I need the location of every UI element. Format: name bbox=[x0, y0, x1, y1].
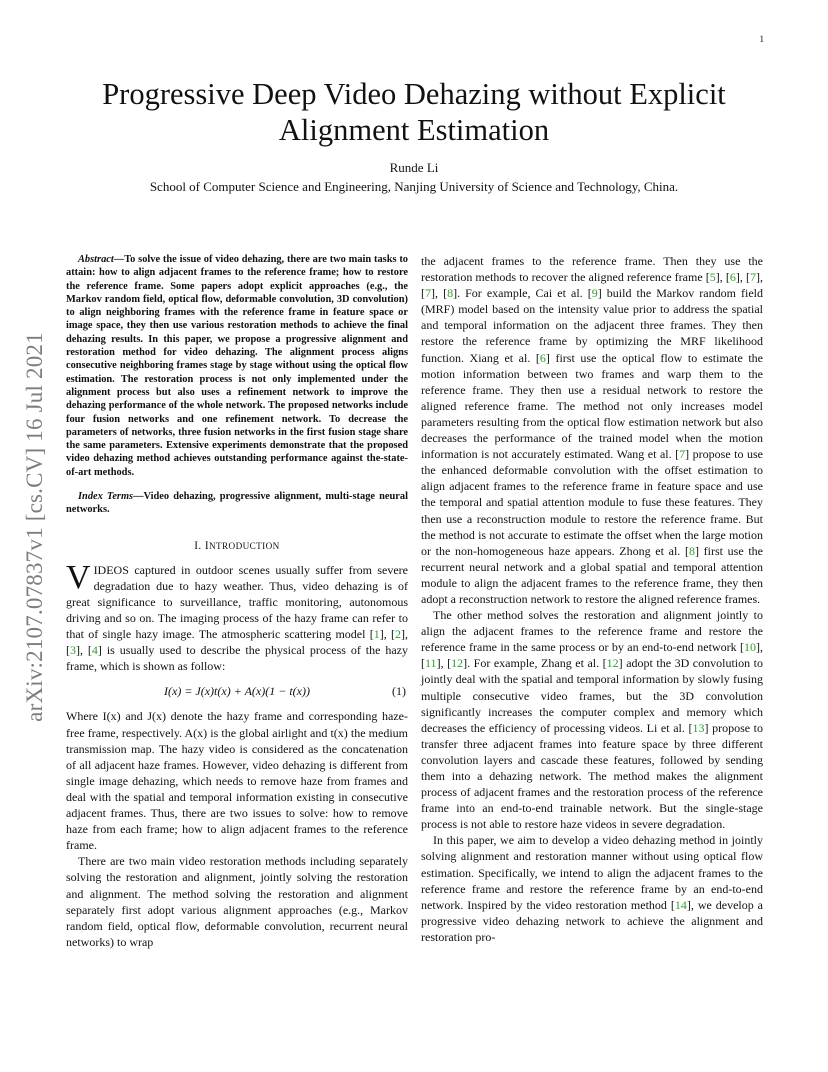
citation-link[interactable]: 7 bbox=[750, 270, 757, 285]
abstract-lead: Abstract bbox=[78, 254, 114, 265]
citation-link[interactable]: 6 bbox=[729, 270, 736, 285]
citation-link[interactable]: 7 bbox=[679, 447, 686, 462]
citation-link[interactable]: 9 bbox=[591, 286, 598, 301]
equation-body: I(x) = J(x)t(x) + A(x)(1 − t(x)) bbox=[164, 684, 310, 699]
drop-cap: V bbox=[66, 558, 91, 596]
section-heading-introduction bbox=[66, 538, 408, 554]
title-line-1: Progressive Deep Video Dehazing without Explicit bbox=[102, 77, 726, 111]
abstract-text: —To solve the issue of video dehazing, there are two main tasks to attain: how to align adjacent frames to the reference frame; how to restore the reference frame. Some papers adopt explicit approaches (e.g., the Markov random field, optical flow, deformable convolution, 3D convolution) to align neighboring frames with the reference frame in feature space or image space, they then use various restoration methods to achieve the final dehazing results. In this paper, we propose a progressive alignment and restoration method for video dehazing. The alignment process aligns consecutive neighboring frames stage by stage without using the optical flow estimation. The restoration process is not only implemented under the alignment process but also uses a refinement network to improve the dehazing performance of the whole network. The proposed networks include four fusion networks and one refinement network. To decrease the parameters of networks, three fusion networks in the first fusion stage share the same parameters. Extensive experiments demonstrate that the proposed video dehazing method achieves outstanding performance against the-state-of-art methods. bbox=[66, 254, 408, 478]
citation-link[interactable]: 13 bbox=[692, 720, 705, 735]
citation-link[interactable]: 10 bbox=[744, 640, 756, 655]
equation-1 bbox=[66, 683, 408, 699]
citation-link[interactable]: 8 bbox=[447, 286, 454, 301]
arxiv-watermark bbox=[20, 296, 50, 758]
citation-link[interactable]: 4 bbox=[91, 643, 98, 658]
citation-link[interactable]: 1 bbox=[373, 627, 380, 642]
arxiv-identifier[interactable]: arXiv:2107.07837v1 [cs.CV] 16 Jul 2021 bbox=[22, 332, 47, 722]
citation-link[interactable]: 5 bbox=[709, 270, 716, 285]
intro-paragraph-1 bbox=[66, 558, 408, 675]
abstract bbox=[66, 253, 408, 479]
citation-link[interactable]: 12 bbox=[451, 656, 464, 671]
citation-link[interactable]: 6 bbox=[539, 350, 546, 365]
citation-link[interactable]: 12 bbox=[606, 656, 619, 671]
title-line-2: Alignment Estimation bbox=[278, 113, 550, 147]
intro-paragraph-3: There are two main video restoration methods including separately solving the restoration and alignment, jointly solving the restoration and alignment. The method solving the restoration and alignment separately first adopt various alignment approaches (e.g., Markov random field, optical flow, deformable convolution, recurrent neural networks) to wrap bbox=[66, 854, 408, 949]
right-paragraph-2: The other method solves the restoration and alignment jointly to align the adjacent frames to the reference frame and restore the reference frame in the same process or by an end-to-end network [10], [11], [12]. For example, Zhang et al. [12] adopt the 3D convolution to jointly deal with the spatial and temporal information by slowly fusing multiple consecutive video frames, but the 3D convolution significantly increases the computer complex and memory which decreases the efficiency of processing videos. Li et al. [13] propose to transfer three adjacent frames into feature space by three different convolution layers and cascade these features, followed by sending them into a dehazing network. The method makes the alignment process of adjacent frames and the restoration process of the reference frame into an end-to-end trainable network. But the single-stage process is not able to restore haze videos in severe degradation. bbox=[421, 608, 764, 832]
citation-link[interactable]: 11 bbox=[425, 656, 437, 671]
section-initial: I bbox=[204, 539, 209, 552]
section-numeral: I. bbox=[194, 539, 205, 552]
citation-link[interactable]: 7 bbox=[425, 286, 431, 301]
index-terms-text: —Video dehazing, progressive alignment, multi-stage neural networks. bbox=[66, 491, 408, 516]
equation-number: (1) bbox=[392, 684, 406, 699]
right-paragraph-3: In this paper, we aim to develop a video dehazing method in jointly solving alignment and restoration manner without using optical flow estimation. Specifically, we intend to align the adjacent frames to the reference frame and restore the reference frame by an end-to-end network. Inspired by the video restoration method [14], we develop a progressive video dehazing network to achieve the alignment and restoration pro- bbox=[421, 833, 764, 944]
section-title-rest: NTRODUCTION bbox=[208, 540, 280, 551]
intro-paragraph-1-text: IDEOS captured in outdoor scenes usually suffer from severe degradation due to hazy weather. Thus, video dehazing is of great significance to surveillance, traffic monitoring, autonomous driving and so on. The imaging process of the hazy frame can refer to that of single hazy image. The atmospheric scattering model [1], [2], [3], [4] is usually used to describe the physical process of the hazy frame, which is shown as follow: bbox=[66, 562, 408, 674]
paper-title bbox=[60, 76, 768, 148]
author-affiliation: School of Computer Science and Engineering, Nanjing University of Science and Technology, China. bbox=[149, 179, 679, 194]
page-number: 1 bbox=[759, 34, 764, 44]
right-column bbox=[421, 253, 763, 945]
citation-link[interactable]: 2 bbox=[395, 627, 401, 642]
author-name: Runde Li bbox=[389, 160, 439, 175]
right-paragraph-1: the adjacent frames to the reference frame. Then they use the restoration methods to recover the aligned reference frame [5], [6], [7], [7], [8]. For example, Cai et al. [9] build the Markov random field (MRF) model based on the intensity value prior to address the spatial and temporal information on the adjacent three frames. They then restore the reference frame by optimizing the MRF likelihood function. Xiang et al. [6] first use the optical flow to estimate the motion information between two frames and warp them to the reference frame. They then use a residual network to restore the aligned reference frame. The method not only increases model parameters resulting from the optical flow estimation network but also decreases the performance of the trained model when the motion information is not accurately estimated. Wang et al. [7] propose to use the enhanced deformable convolution with the offset estimation to align adjacent frames to the reference frame in feature space and use the temporal and spatial attention module to fuse these features. They then use a reconstruction module to restore the reference frame. But the method is not accurate to estimate the offset when the large motion or the non-homogeneous haze appears. Zhong et al. [8] first use the recurrent neural network and a global spatial and temporal attention module to align the adjacent frames to the reference frame, they then adopt a reconstruction network to restore the aligned reference frames. bbox=[421, 254, 764, 606]
intro-paragraph-2: Where I(x) and J(x) denote the hazy frame and corresponding haze-free frame, respectively. A(x) is the global airlight and t(x) the medium transmission map. The hazy video is considered as the concatenation of all adjacent haze frames. However, video dehazing is different from single image dehazing, which needs to remove haze from frames and deal with the spatial and temporal information existing in consecutive adjacent frames. Thus, there are two issues to solve: how to remove haze from each frame; how to align adjacent frames to the reference frame. bbox=[66, 709, 408, 853]
citation-link[interactable]: 8 bbox=[688, 543, 695, 558]
citation-link[interactable]: 14 bbox=[674, 897, 687, 912]
index-terms-lead: Index Terms bbox=[78, 491, 134, 503]
citation-link[interactable]: 3 bbox=[70, 643, 76, 658]
index-terms bbox=[66, 490, 408, 517]
left-column bbox=[66, 253, 408, 950]
